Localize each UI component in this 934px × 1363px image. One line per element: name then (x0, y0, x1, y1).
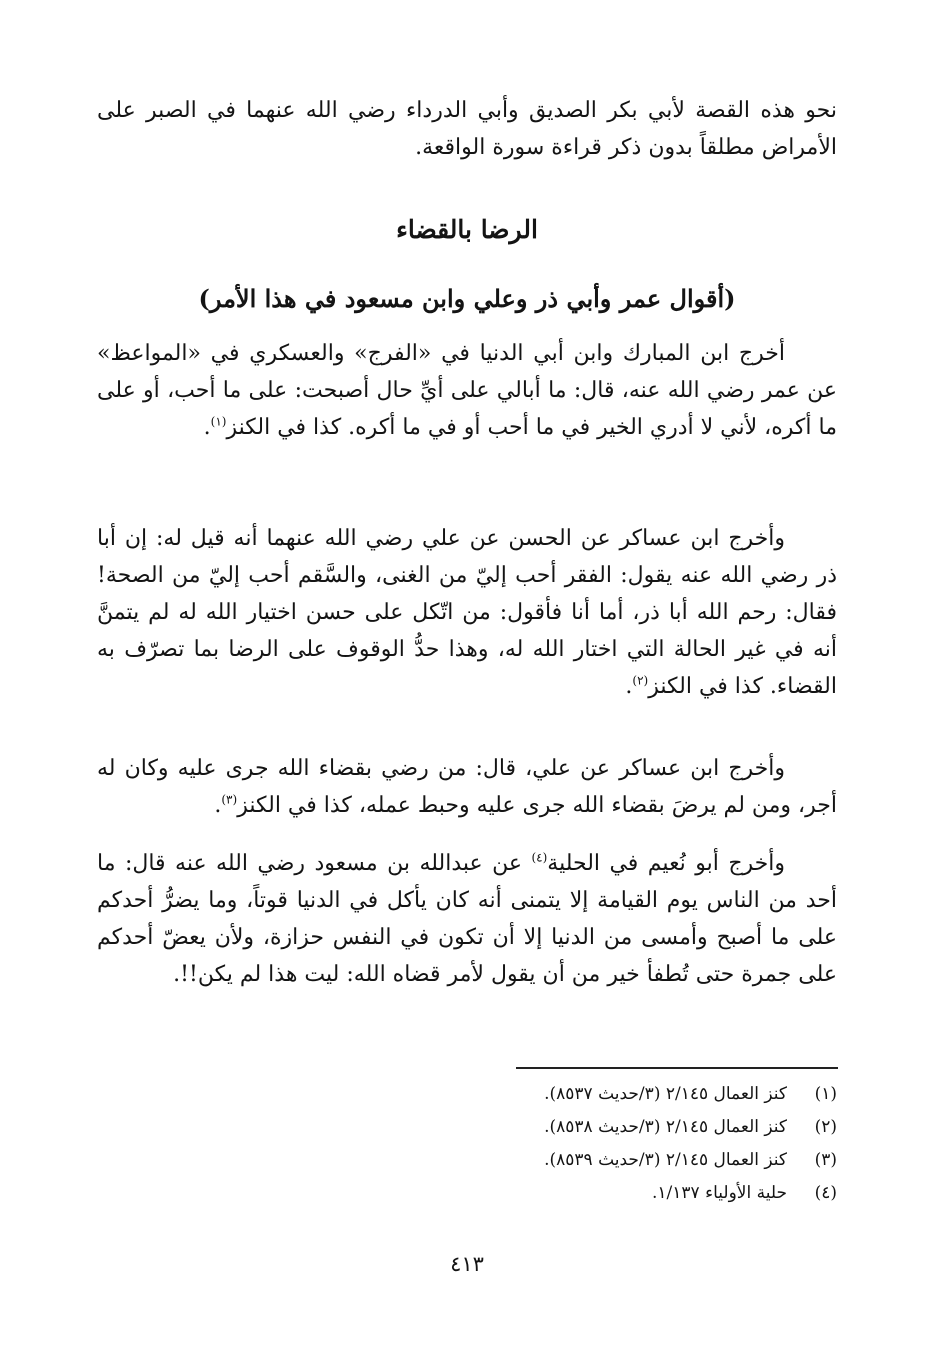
paragraph-tail: . (214, 793, 222, 818)
footnote-ref[interactable]: (٢) (632, 673, 649, 688)
footnote-number: (٣) (814, 1150, 837, 1170)
section-subtitle: (أقوال عمر وأبي ذر وعلي وابن مسعود في هذا الأمر) (198, 284, 736, 313)
footnotes (97, 1078, 837, 1210)
page-number: ٤١٣ (450, 1252, 484, 1276)
paragraph-tail: . (625, 674, 633, 699)
footnote-text: كنز العمال ٢/١٤٥ (٣/حديث ٨٥٣٩). (544, 1150, 787, 1170)
footnote-number: (٤) (814, 1183, 837, 1203)
footnote-number: (١) (814, 1084, 837, 1104)
footnote-item (97, 1078, 837, 1111)
footnote-text: حلية الأولياء ١/١٣٧. (652, 1183, 787, 1203)
section-title: الرضا بالقضاء (396, 215, 538, 244)
paragraph-abu-dharr (97, 520, 837, 705)
paragraph-text: وأخرج ابن عساكر عن الحسن عن علي رضي الله عنهما أنه قيل له: إن أبا ذر رضي الله عنه يقول: الفقر أحب إليّ من الغنى، والسَّقم أحب إليّ من الصحة! فقال: رحم الله أبا ذر، أما أنا فأقول: من اتّكل على حسن اختيار الله له لم يتمنَّ أنه في غير الحالة التي اختار الله له، وهذا حدُّ الوقوف على الرضا بما تصرّف به القضاء. كذا في الكنز (97, 526, 837, 699)
paragraph-ali (97, 750, 837, 824)
footnote-divider (516, 1067, 838, 1069)
footnote-item (97, 1111, 837, 1144)
paragraph-ibn-masud (97, 845, 837, 993)
paragraph-text: وأخرج ابن عساكر عن علي، قال: من رضي بقضاء الله جرى عليه وكان له أجر، ومن لم يرضَ بقضاء الله جرى عليه وحبط عمله، كذا في الكنز (97, 756, 837, 818)
footnote-item (97, 1177, 837, 1210)
footnote-ref[interactable]: (٤) (531, 850, 548, 865)
paragraph-umar (97, 335, 837, 446)
footnote-text: كنز العمال ٢/١٤٥ (٣/حديث ٨٥٣٧). (544, 1084, 787, 1104)
paragraph-text: أخرج ابن المبارك وابن أبي الدنيا في «الفرج» والعسكري في «المواعظ» عن عمر رضي الله عنه، قال: ما أبالي على أيِّ حال أصبحت: على ما أحب، أو على ما أكره، لأني لا أدري الخير في ما أحب أو في ما أكره. كذا في الكنز (97, 341, 837, 440)
footnote-number: (٢) (814, 1117, 837, 1137)
intro-text: نحو هذه القصة لأبي بكر الصديق وأبي الدرداء رضي الله عنهما في الصبر على الأمراض مطلقاً بدون ذكر قراءة سورة الواقعة. (97, 98, 837, 160)
paragraph-text: عن عبدالله بن مسعود رضي الله عنه قال: ما أحد من الناس يوم القيامة إلا يتمنى أنه كان يأكل في الدنيا قوتاً، وما يضرُّ أحدكم على ما أصبح وأمسى من الدنيا إلا أن تكون في النفس حزازة، ولأن يعضّ أحدكم على جمرة حتى تُطفأ خير من أن يقول لأمر قضاه الله: ليت هذا لم يكن!!. (97, 851, 837, 987)
paragraph-lead: وأخرج أبو نُعيم في الحلية (547, 851, 785, 876)
footnote-ref[interactable]: (١) (210, 414, 227, 429)
footnote-text: كنز العمال ٢/١٤٥ (٣/حديث ٨٥٣٨). (544, 1117, 787, 1137)
footnote-item (97, 1144, 837, 1177)
footnote-ref[interactable]: (٣) (221, 792, 238, 807)
paragraph-tail: . (203, 415, 211, 440)
intro-paragraph (97, 92, 837, 166)
